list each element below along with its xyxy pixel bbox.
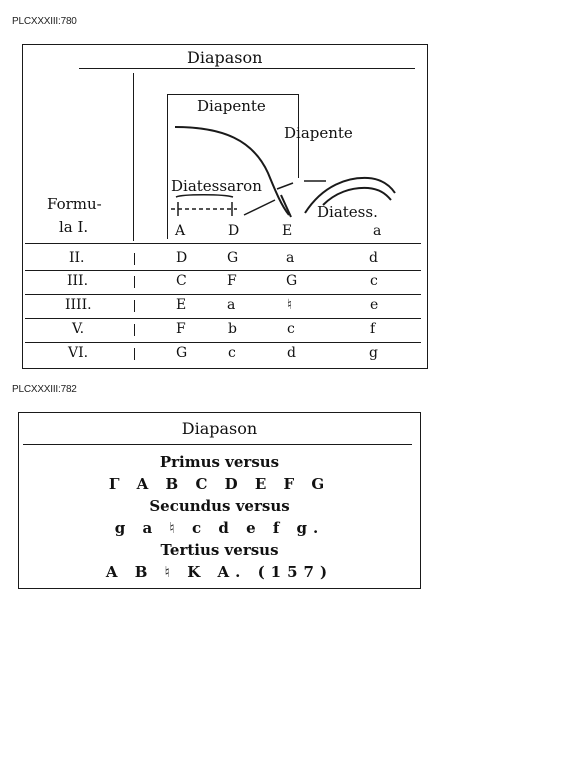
diapason-formula-table [22, 44, 428, 369]
row-label: II. [69, 250, 85, 266]
row-note: g [369, 345, 378, 361]
primus-versus-heading: Primus versus [159, 453, 280, 471]
interval-arcs [23, 45, 427, 368]
formula-label-line1: Formu- [47, 195, 102, 213]
table-rule [25, 243, 421, 244]
table-rule [25, 318, 421, 319]
header-note: D [228, 223, 240, 239]
tertius-versus-heading: Tertius versus [160, 541, 279, 559]
row-note: d [287, 345, 296, 361]
tertius-notes: A B ♮ K A. (157) [105, 563, 334, 581]
row-note: F [227, 273, 237, 289]
right-arc-inner [323, 188, 391, 205]
diapente-right-label: Diapente [284, 124, 353, 142]
figure2-ref-label: PLCXXXIII:782 [12, 384, 77, 395]
row-note: G [227, 250, 239, 266]
row-note: ♮ [287, 297, 293, 313]
row-label: VI. [68, 345, 89, 361]
formula-label-line2: la I. [59, 218, 89, 236]
table-rule [25, 270, 421, 271]
row-tick [134, 253, 135, 265]
row-note: D [176, 250, 188, 266]
row-note: e [370, 297, 379, 313]
row-note: F [176, 321, 186, 337]
row-note: c [287, 321, 295, 337]
right-arc-outer [305, 178, 395, 213]
row-label: V. [72, 321, 85, 337]
row-note: E [176, 297, 187, 313]
connector-line [244, 200, 275, 215]
diatess-label: Diatess. [317, 203, 378, 221]
row-note: c [228, 345, 236, 361]
row-note: d [369, 250, 378, 266]
diapente-label: Diapente [197, 97, 266, 115]
diapason-rule [23, 444, 412, 445]
row-note: a [227, 297, 236, 313]
table-rule [25, 294, 421, 295]
diapason-versus-table [18, 412, 421, 589]
row-note: C [176, 273, 187, 289]
row-note: G [286, 273, 298, 289]
secundus-versus-heading: Secundus versus [149, 497, 290, 515]
diapason-title: Diapason [181, 419, 258, 438]
row-label: IIII. [65, 297, 92, 313]
row-note: f [370, 321, 376, 337]
header-note: E [282, 223, 293, 239]
row-note: G [176, 345, 188, 361]
header-note: A [175, 223, 186, 239]
row-note: a [286, 250, 295, 266]
table-rule [25, 342, 421, 343]
header-note: a [373, 223, 382, 239]
primus-notes: Γ A B C D E F G [108, 475, 331, 493]
diatessaron-label: Diatessaron [171, 177, 262, 195]
row-note: c [370, 273, 378, 289]
row-tick [134, 276, 135, 288]
row-note: b [228, 321, 237, 337]
figure1-ref-label: PLCXXXIII:780 [12, 16, 77, 27]
row-tick [134, 300, 135, 312]
row-tick [134, 348, 135, 360]
connector-line-2 [277, 183, 293, 189]
diatessaron-bracket [176, 195, 233, 197]
secundus-notes: g a ♮ c d e f g. [114, 519, 325, 537]
row-tick [134, 324, 135, 336]
diapason-title: Diapason [187, 48, 263, 67]
row-label: III. [67, 273, 89, 289]
